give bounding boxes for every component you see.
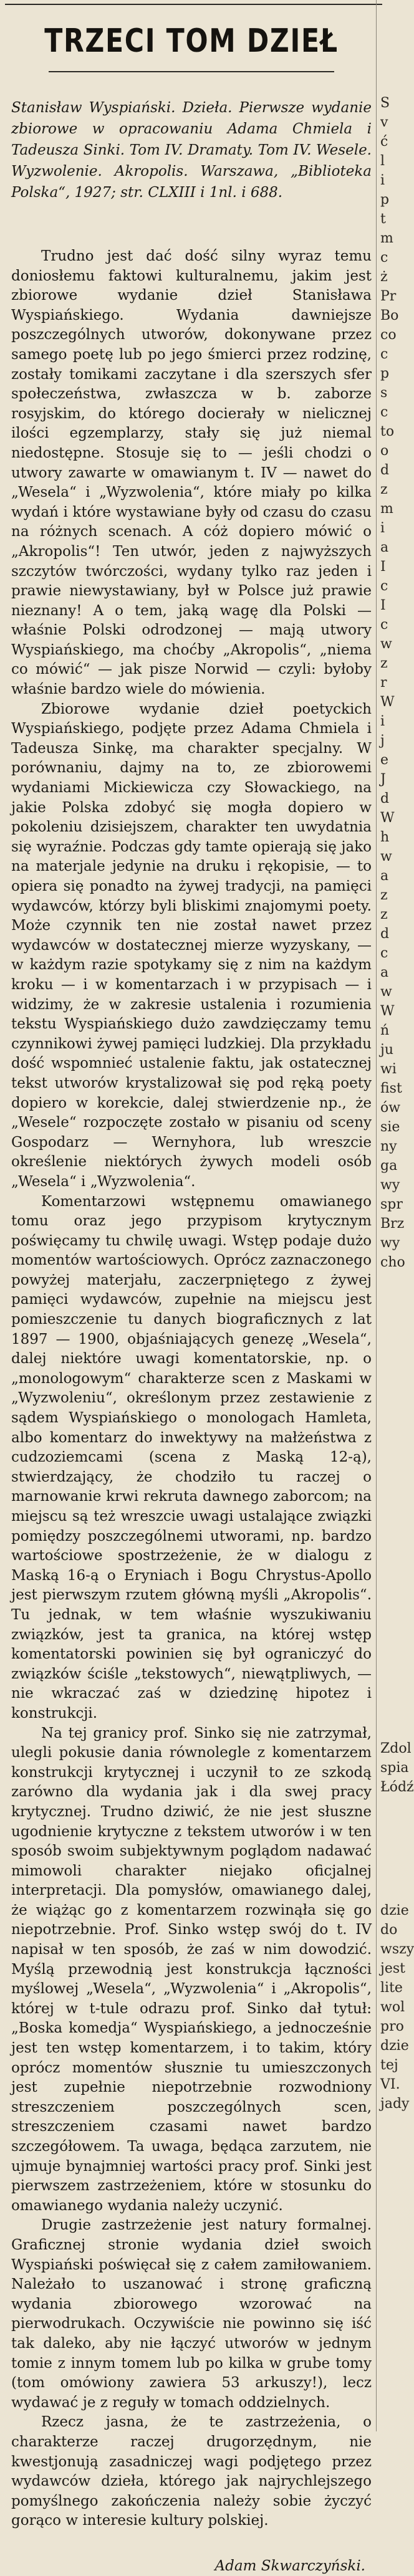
- adjacent-text-fragment: jest: [380, 1961, 405, 1976]
- adjacent-text-fragment: sie: [380, 1119, 400, 1135]
- adjacent-text-fragment: ga: [380, 1158, 398, 1174]
- adjacent-text-fragment: Zdol: [380, 1741, 412, 1756]
- paragraph: Trudno jest dać dość silny wyraz temu doniosłemu faktowi kulturalnemu, jakim jest zbiorowe wydanie dzieł Stanisława Wyspiańskiego. Wydania dawniejsze poszczególnych utworów, dokonywane przez samego poetę lub po jego śmierci przez rodzinę, zostały tomikami zaczytane i dla szerszych sfer społeczeństwa, zwłaszcza w b. zaborze rosyjskim, do którego docierały w nielicznej ilości egzemplarzy, stały się już niemal niedostępne. Stosuje się to — jeśli chodzi o utwory zawarte w omawianym t. IV — nawet do „Wesela“ i „Wyzwolenia“, które miały po kilka wydań i które wystawiane były od czasu do czasu na różnych scenach. A cóż dopiero mówić o „Akropolis“! Ten utwór, jeden z najwyższych szczytów twórczości, wydany tylko raz jeden i prawie niewystawiany, był w Polsce już prawie nieznany! A o tem, jaką wagę dla Polski — właśnie Polski odrodzonej — mają utwory Wyspiańskiego, ma choćby „Akropolis“, „niema co mówić“ — jak pisze Norwid — czyli: byłoby właśnie bardzo wiele do mówienia.: [11, 248, 372, 698]
- adjacent-text-fragment: dzie: [380, 2038, 409, 2054]
- adjacent-text-fragment: a: [380, 540, 389, 555]
- adjacent-text-fragment: d: [380, 462, 390, 478]
- adjacent-text-fragment: wol: [380, 1999, 405, 2015]
- adjacent-text-fragment: spr: [380, 1197, 403, 1212]
- adjacent-text-fragment: w: [380, 849, 392, 864]
- adjacent-text-fragment: p: [380, 192, 390, 208]
- adjacent-text-fragment: W: [380, 694, 395, 710]
- adjacent-text-fragment: wy: [380, 1177, 400, 1193]
- adjacent-text-fragment: i: [380, 173, 385, 188]
- adjacent-text-fragment: d: [380, 791, 390, 807]
- adjacent-text-fragment: spia: [380, 1760, 409, 1776]
- paragraph: Drugie zastrzeżenie jest natury formalnej. Graficznej stronie wydania dzieł swoich Wyspiański poświęcał się z całem zamiłowaniem. Należało to uszanować i stronę graficzną wydania zbiorowego wzorować na pierwodrukach. Oczywiście nie powinno się iść tak daleko, aby nie łączyć utworów w jednym tomie z innym tomem lub po kilka w grube tomy (tom omówiony zawiera 53 arkuszy!), lecz wydawać je z reguły w tomach oddzielnych.: [11, 2217, 372, 2411]
- paragraph: Rzecz jasna, że te zastrzeżenia, o charakterze raczej drugorzędnym, nie kwestjonują zasadniczej wagi podjętego przez wydawców dzieła, którego jak najrychlejszego pomyślnego zakończenia należy sobie życzyć gorąco w interesie kultury polskiej.: [11, 2414, 372, 2529]
- adjacent-text-fragment: p: [380, 366, 390, 381]
- paragraph: Na tej granicy prof. Sinko się nie zatrzymał, ulegli pokusie dania równolegle z komentarzem konstrukcji krytycznej i uczynił to ze szkodą zarówno dla wydania jak i dla swej pracy krytycznej. Trudno dziwić, że nie jest słuszne ugodnienie krytyczne z tekstem utworów i w ten sposób swoim subjektywnym poglądom nadawać mimowoli charakter niejako oficjalnej interpretacji. Dla pomysłów, omawianego dalej, że wiążąc go z komentarzem rozwinąła się go niepotrzebnie. Prof. Sinko wstęp swój do t. IV napisał w ten sposób, że zaś w nim dowodzić. Myślą przewodnią jest konstrukcja łączności myślowej „Wesela“, „Wyzwolenia“ i „Akropolis“, której w t-tule odrazu prof. Sinko dał tytuł: „Boska komedja“ Wyspiańskiego, a jednocześnie jest ten wstęp komentarzem, i to takim, który oprócz momentów słusznie tu umieszczonych jest zupełnie niepotrzebnie rozwodniony streszczeniem poszczególnych scen, streszczeniem czasami nawet bardzo szczegółowem. Ta uwaga, będąca zarzutem, nie ujmuje bynajmniej wartości pracy prof. Sinki jest pierwszem zastrzeżeniem, które w stosunku do omawianego wydania należy uczynić.: [11, 1725, 372, 2214]
- adjacent-text-fragment: c: [380, 617, 388, 633]
- adjacent-text-fragment: ż: [380, 269, 388, 285]
- headline-rule: [49, 71, 334, 72]
- adjacent-text-fragment: h: [380, 830, 390, 845]
- adjacent-text-fragment: Pr: [380, 289, 397, 304]
- adjacent-text-fragment: w: [380, 984, 392, 1000]
- adjacent-text-fragment: v: [380, 115, 388, 130]
- adjacent-text-fragment: ń: [380, 1023, 390, 1038]
- adjacent-text-fragment: dzie: [380, 1903, 409, 1918]
- adjacent-text-fragment: wszy: [380, 1942, 414, 1957]
- adjacent-text-fragment: Brz: [380, 1216, 405, 1232]
- adjacent-text-fragment: do: [380, 1922, 398, 1938]
- article-headline: TRZECI TOM DZIEŁ: [44, 22, 339, 60]
- adjacent-text-fragment: tej: [380, 2057, 398, 2073]
- adjacent-text-fragment: z: [380, 907, 388, 922]
- adjacent-text-fragment: ć: [380, 134, 388, 150]
- adjacent-text-fragment: W: [380, 810, 395, 826]
- adjacent-text-fragment: wy: [380, 1235, 400, 1251]
- adjacent-text-fragment: c: [380, 347, 388, 362]
- adjacent-text-fragment: W: [380, 1003, 395, 1019]
- adjacent-text-fragment: i: [380, 520, 385, 536]
- adjacent-text-fragment: cho: [380, 1255, 405, 1270]
- adjacent-text-fragment: ny: [380, 1139, 397, 1154]
- adjacent-text-fragment: co: [380, 327, 397, 343]
- adjacent-text-fragment: e: [380, 752, 389, 768]
- adjacent-text-fragment: ów: [380, 1100, 401, 1116]
- adjacent-text-fragment: i: [380, 714, 385, 729]
- adjacent-text-fragment: w: [380, 636, 392, 652]
- adjacent-text-fragment: d: [380, 926, 390, 942]
- adjacent-text-fragment: a: [380, 965, 389, 980]
- adjacent-text-fragment: r: [380, 675, 387, 691]
- adjacent-text-fragment: pro: [380, 2019, 404, 2034]
- adjacent-text-fragment: VI.: [380, 2077, 400, 2092]
- paragraph: Komentarzowi wstępnemu omawianego tomu oraz jego przypisom krytycznym poświęcamy tu chwilę uwagi. Wstęp podaje dużo momentów wartościowych. Oprócz zaznaczonego powyżej materjału, zaczerpniętego z żywej pamięci wydawców, zupełnie na miejscu jest pomieszczenie tu danych biograficznych z lat 1897 — 1900, objaśniających genezę „Wesela“, dalej niektóre uwagi komentatorskie, np. o „monologowym“ charakterze scen z Maskami w „Wyzwoleniu“, określonym przez zestawienie z sądem Wyspiańskiego o monologach Hamleta, albo komentarz do inwektywy na małżeństwa z cudzoziemcami (scena z Maską 12-ą), stwierdzający, że chodziło tu raczej o marnowanie krwi rekruta dawnego zaborcom; na miejscu są też wreszcie uwagi ustalające związki pomiędzy poszczególnemi utworami, np. bardzo wartościowe spostrzeżenie, że w dialogu z Maską 16-ą o Eryniach i Bogu Chrystus-Apollo jest pierwszym rzutem główną myśli „Akropolis“. Tu jednak, w tem właśnie wyszukiwaniu związków, jest ta granica, na której wstęp komentatorski powinien się był ograniczyć do związków ściśle „tekstowych“, niewątpliwych, — nie wkraczać zaś w dziedzinę hipotez i konstrukcji.: [11, 1193, 372, 1721]
- adjacent-text-fragment: ju: [380, 1042, 393, 1058]
- adjacent-text-fragment: s: [380, 385, 388, 401]
- adjacent-text-fragment: m: [380, 231, 393, 246]
- adjacent-text-fragment: j: [380, 733, 385, 749]
- adjacent-text-fragment: lite: [380, 1980, 403, 1996]
- adjacent-text-fragment: c: [380, 405, 388, 420]
- adjacent-text-fragment: fist: [380, 1081, 402, 1096]
- adjacent-text-fragment: z: [380, 656, 388, 671]
- adjacent-text-fragment: to: [380, 424, 395, 439]
- adjacent-text-fragment: z: [380, 888, 388, 903]
- adjacent-text-fragment: Bo: [380, 308, 399, 323]
- adjacent-text-fragment: c: [380, 946, 388, 961]
- adjacent-text-fragment: I: [380, 598, 386, 613]
- top-rule: [5, 4, 382, 5]
- adjacent-text-fragment: c: [380, 250, 388, 266]
- adjacent-text-fragment: l: [380, 153, 385, 169]
- column-divider: [376, 0, 377, 2431]
- adjacent-text-fragment: m: [380, 501, 393, 517]
- author-signature: Adam Skwarczyński.: [214, 2557, 365, 2574]
- adjacent-text-fragment: S: [380, 95, 390, 111]
- adjacent-text-fragment: I: [380, 559, 386, 575]
- adjacent-column-fragment: [378, 0, 414, 2431]
- adjacent-text-fragment: c: [380, 578, 388, 594]
- adjacent-text-fragment: z: [380, 482, 388, 497]
- adjacent-text-fragment: o: [380, 443, 389, 459]
- adjacent-text-fragment: t: [380, 211, 386, 227]
- adjacent-text-fragment: wi: [380, 1061, 397, 1077]
- adjacent-text-fragment: a: [380, 868, 389, 884]
- adjacent-text-fragment: Łódź: [380, 1779, 414, 1795]
- paragraph: Zbiorowe wydanie dzieł poetyckich Wyspiańskiego, podjęte przez Adama Chmiela i Tadeusza Sinkę, ma charakter specjalny. W porównaniu, dajmy na to, ze zbiorowemi wydaniami Mickiewicza czy Słowackiego, na jakie Polska zdobyć się mogła dopiero w pokoleniu dzisiejszem, charakter ten uwydatnia się wyraźnie. Podczas gdy tamte opierają się jako na materjale jedynie na druku i rękopisie, — to opiera się ponadto na żywej tradycji, na pamięci wydawców, którzy byli bliskimi znajomymi poety. Może czynnik ten nie został nawet przez wydawców w dostatecznej mierze wyzyskany, — w każdym razie spotykamy się z nim na każdym kroku — i w komentarzach i w przypisach — i widzimy, że w zakresie ustalenia i rozumienia tekstu Wyspiańskiego dużo zawdzięczamy temu czynnikowi żywej pamięci ludzkiej. Dla przykładu dość wspomnieć ustalenie faktu, jak ostatecznej tekst utworów krystalizował się pod ręką poety dopiero w korekcie, dalej stwierdzenie np., że „Wesele“ rozpoczęte zostało w pisaniu od sceny Gospodarz — Wernyhora, lub wreszcie określenie niektórych żywych modeli osób „Wesela“ i „Wyzwolenia“.: [11, 701, 372, 1190]
- bibliographic-note: Stanisław Wyspiański. Dzieła. Pierwsze wydanie zbiorowe w opracowaniu Adama Chmiela i Tadeusza Sinki. Tom IV. Dramaty. Tom IV. Wesele. Wyzwolenie. Akropolis. Warszawa, „Biblioteka Polska“, 1927; str. CLXIII i 1nl. i 688.: [11, 100, 372, 201]
- adjacent-text-fragment: J: [380, 772, 386, 787]
- review-column: [11, 22, 372, 2576]
- article-body: [11, 247, 372, 2531]
- adjacent-text-fragment: jady: [380, 2096, 410, 2112]
